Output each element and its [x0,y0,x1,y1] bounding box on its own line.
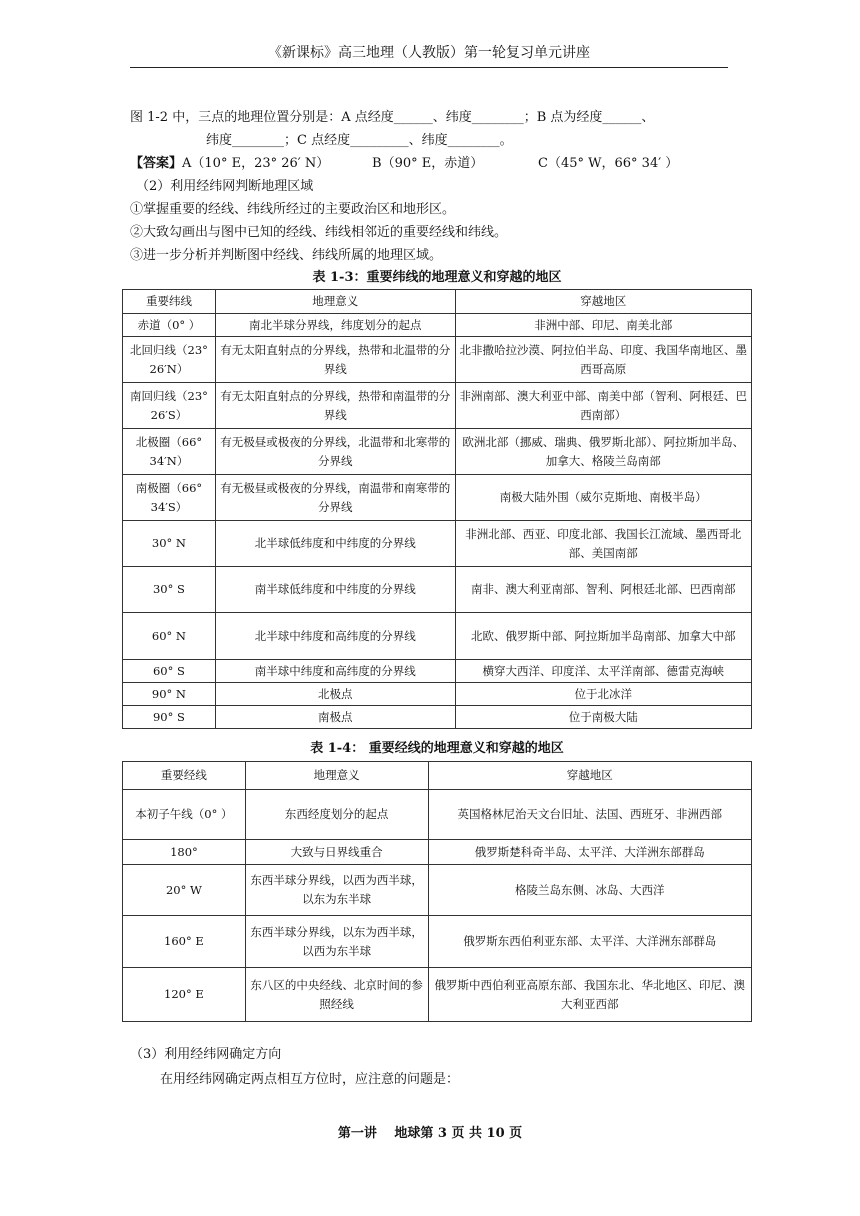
table-cell: 赤道（0° ） [123,314,216,337]
table-cell: 北极点 [215,683,455,706]
question-line-2: 纬度________；C 点经度_________、纬度________。 [206,133,513,148]
table-row [123,660,752,683]
table-cell: 30° N [123,521,216,567]
table-cell: 南极大陆外围（威尔克斯地、南极半岛） [455,475,752,521]
table-row [123,613,752,660]
table-cell: 160° E [123,916,246,968]
table-cell: 南半球中纬度和高纬度的分界线 [215,660,455,683]
answer-c: C（45° W，66° 34′ ） [538,156,679,171]
table-cell: 北极圈（66° 34′N） [123,429,216,475]
table-cell: 俄罗斯东西伯利亚东部、太平洋、大洋洲东部群岛 [428,916,751,968]
table-row [123,916,752,968]
table-cell: 格陵兰岛东侧、冰岛、大西洋 [428,865,751,916]
question-line-1: 图 1-2 中，三点的地理位置分别是：A 点经度______、纬度________；B 点为经度______、 [130,110,655,125]
table-cell: 180° [123,840,246,865]
table-header-row [123,290,752,314]
table-row [123,968,752,1022]
table-cell: 有无极昼或极夜的分界线，北温带和北寒带的分界线 [215,429,455,475]
table14-caption: 表 1-4： 重要经线的地理意义和穿越的地区 [310,741,564,756]
header-rule [130,67,728,68]
section3-text: 在用经纬网确定两点相互方位时，应注意的问题是： [160,1072,460,1087]
table-cell: 北半球中纬度和高纬度的分界线 [215,613,455,660]
table-cell: 北非撒哈拉沙漠、阿拉伯半岛、印度、我国华南地区、墨西哥高原 [455,337,752,383]
table-cell: 东西半球分界线，以东为西半球，以西为东半球 [245,916,428,968]
answer-label: 【答案】 [130,156,183,171]
section3-title: （3）利用经纬网确定方向 [130,1047,282,1062]
table-row [123,840,752,865]
table-header-cell: 地理意义 [245,762,428,790]
table-cell: 本初子午线（0° ） [123,790,246,840]
table-row [123,383,752,429]
table-cell: 非洲南部、澳大利亚中部、南美中部（智利、阿根廷、巴西南部） [455,383,752,429]
table-row [123,314,752,337]
table-header-cell: 穿越地区 [455,290,752,314]
table-cell: 东西经度划分的起点 [245,790,428,840]
table13-caption: 表 1-3：重要纬线的地理意义和穿越的地区 [312,270,562,285]
table-row [123,790,752,840]
table-cell: 南非、澳大利亚南部、智利、阿根廷北部、巴西南部 [455,567,752,613]
table-cell: 60° N [123,613,216,660]
table-row [123,429,752,475]
answer-a: A（10° E，23° 26′ N） [182,156,330,171]
table-cell: 120° E [123,968,246,1022]
table-header-cell: 穿越地区 [428,762,751,790]
table-cell: 位于北冰洋 [455,683,752,706]
table-cell: 东八区的中央经线、北京时间的参照经线 [245,968,428,1022]
answer-line [130,152,735,175]
section2-item: ③进一步分析并判断图中经线、纬线所属的地理区域。 [130,248,443,263]
table-row [123,337,752,383]
table-cell: 南回归线（23° 26′S） [123,383,216,429]
table-header-row [123,762,752,790]
table-cell: 90° N [123,683,216,706]
table-cell: 非洲中部、印尼、南美北部 [455,314,752,337]
table-cell: 有无极昼或极夜的分界线，南温带和南寒带的分界线 [215,475,455,521]
table-cell: 有无太阳直射点的分界线，热带和南温带的分界线 [215,383,455,429]
page-header: 《新课标》高三地理（人教版）第一轮复习单元讲座 [268,45,590,61]
table-header-cell: 地理意义 [215,290,455,314]
table-row [123,521,752,567]
section2-item: ②大致勾画出与图中已知的经线、纬线相邻近的重要经线和纬线。 [130,225,508,240]
table-row [123,683,752,706]
table-cell: 英国格林尼治天文台旧址、法国、西班牙、非洲西部 [428,790,751,840]
table-cell: 东西半球分界线，以西为西半球，以东为东半球 [245,865,428,916]
section2-item: ①掌握重要的经线、纬线所经过的主要政治区和地形区。 [130,202,456,217]
table-cell: 位于南极大陆 [455,706,752,729]
section2-title: （2）利用经纬网判断地理区域 [136,179,314,194]
table-cell: 北回归线（23° 26′N） [123,337,216,383]
longitude-table [122,761,752,1022]
table-row [123,475,752,521]
table-cell: 30° S [123,567,216,613]
answer-b: B（90° E，赤道） [372,156,484,171]
table-cell: 60° S [123,660,216,683]
table-cell: 20° W [123,865,246,916]
table-header-cell: 重要经线 [123,762,246,790]
table-cell: 北欧、俄罗斯中部、阿拉斯加半岛南部、加拿大中部 [455,613,752,660]
table-cell: 横穿大西洋、印度洋、太平洋南部、德雷克海峡 [455,660,752,683]
table-cell: 俄罗斯中西伯利亚高原东部、我国东北、华北地区、印尼、澳大利亚西部 [428,968,751,1022]
question-block [130,106,735,267]
table-header-cell: 重要纬线 [123,290,216,314]
table-cell: 南半球低纬度和中纬度的分界线 [215,567,455,613]
table-cell: 南极圈（66° 34′S） [123,475,216,521]
table-cell: 欧洲北部（挪威、瑞典、俄罗斯北部）、阿拉斯加半岛、加拿大、格陵兰岛南部 [455,429,752,475]
page-footer: 第一讲 地球第 3 页 共 10 页 [337,1126,523,1141]
table-cell: 俄罗斯楚科奇半岛、太平洋、大洋洲东部群岛 [428,840,751,865]
table-cell: 南北半球分界线，纬度划分的起点 [215,314,455,337]
table-row [123,567,752,613]
latitude-table [122,289,752,729]
table-cell: 90° S [123,706,216,729]
table-cell: 有无太阳直射点的分界线，热带和北温带的分界线 [215,337,455,383]
table-cell: 南极点 [215,706,455,729]
table-row [123,706,752,729]
table-cell: 北半球低纬度和中纬度的分界线 [215,521,455,567]
table-cell: 大致与日界线重合 [245,840,428,865]
table-cell: 非洲北部、西亚、印度北部、我国长江流域、墨西哥北部、美国南部 [455,521,752,567]
table-row [123,865,752,916]
